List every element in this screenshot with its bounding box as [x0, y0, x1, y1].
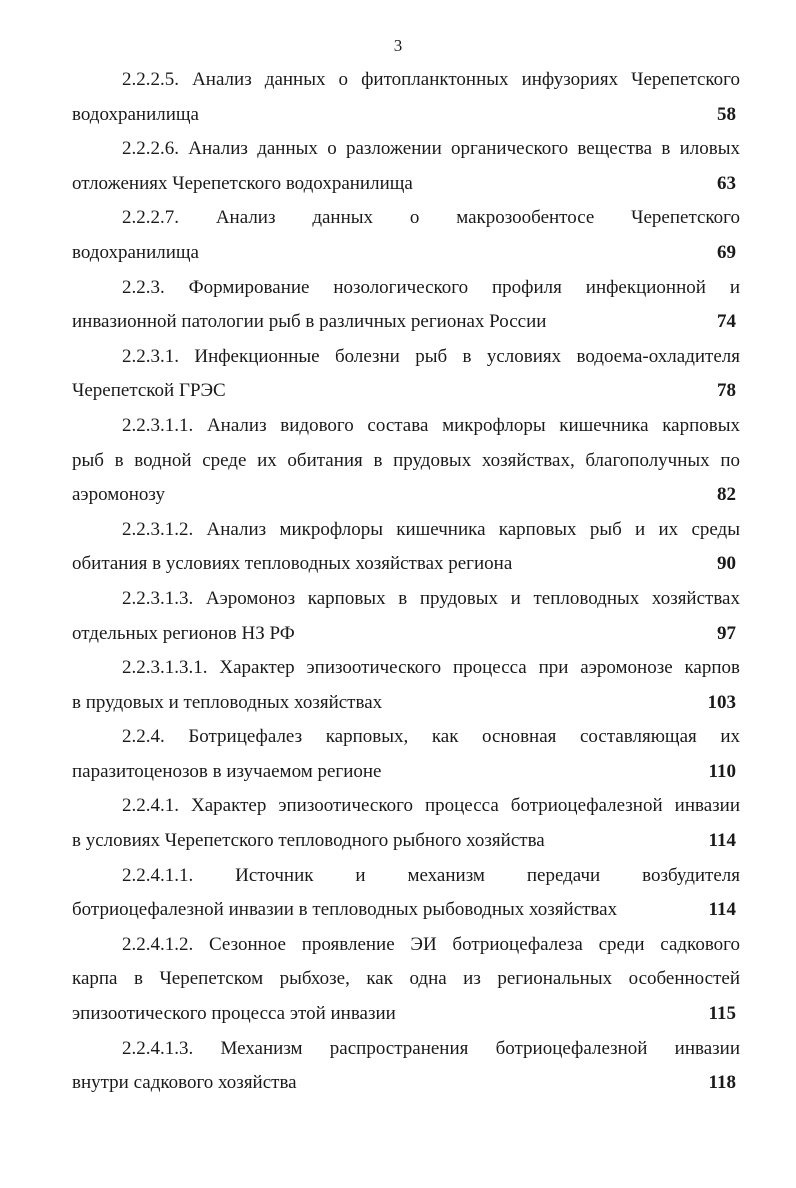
toc-entry	[72, 1032, 740, 1101]
toc-entry-last-line	[72, 755, 740, 790]
toc-entry	[72, 651, 740, 720]
toc-entry-last-line	[72, 617, 740, 652]
toc-entry-last-line	[72, 824, 740, 859]
toc-entry-title-line: рыб в водной среде их обитания в прудовых хозяйствах, благополучных по	[72, 449, 740, 471]
toc-entry-page-number: 103	[707, 691, 736, 713]
toc-entry-title-end: отложениях Черепетского водохранилища	[72, 172, 413, 194]
toc-entry-last-line	[72, 686, 740, 721]
toc-entry-title-line: 2.2.3.1. Инфекционные болезни рыб в условиях водоема-охладителя	[122, 345, 740, 367]
page-number: 3	[393, 36, 403, 55]
toc-entry-title-end: аэромонозу	[72, 484, 166, 506]
toc-entry	[72, 201, 740, 270]
toc-entry-title-end: эпизоотического процесса этой инвазии	[72, 1003, 396, 1025]
toc-entry-title-line: карпа в Черепетском рыбхозе, как одна из региональных особенностей	[72, 968, 740, 990]
toc-entry-title-line: 2.2.3.1.1. Анализ видового состава микрофлоры кишечника карповых	[122, 414, 740, 436]
toc-entry	[72, 513, 740, 582]
toc-entry-title-line: 2.2.3. Формирование нозологического профиля инфекционной и	[122, 276, 740, 298]
toc-entry-title-end: паразитоценозов в изучаемом регионе	[72, 760, 382, 782]
toc-entry-title-line: 2.2.4.1.3. Механизм распространения ботриоцефалезной инвазии	[122, 1037, 740, 1059]
toc-entry	[72, 132, 740, 201]
toc-entry-page-number: 115	[708, 1003, 736, 1025]
toc-entry-last-line	[72, 893, 740, 928]
toc-entry-title-end: Черепетской ГРЭС	[72, 380, 226, 402]
toc-entry-title-end: инвазионной патологии рыб в различных регионах России	[72, 311, 547, 333]
toc-entry	[72, 409, 740, 513]
toc-entry-last-line	[72, 98, 740, 133]
toc-entry-title-end: водохранилища	[72, 241, 199, 263]
toc-entry-page-number: 114	[708, 830, 736, 852]
toc-entry-title-line: 2.2.3.1.2. Анализ микрофлоры кишечника карповых рыб и их среды	[122, 518, 740, 540]
toc-entry-title-end: в условиях Черепетского тепловодного рыбного хозяйства	[72, 830, 545, 852]
toc-entry-page-number: 74	[717, 311, 736, 333]
toc-entry	[72, 928, 740, 1032]
toc-entry-title-end: отдельных регионов НЗ РФ	[72, 622, 295, 644]
toc-entry-title-end: в прудовых и тепловодных хозяйствах	[72, 691, 383, 713]
toc-entry-last-line	[72, 374, 740, 409]
toc-entry-title-line: 2.2.3.1.3. Аэромоноз карповых в прудовых и тепловодных хозяйствах	[122, 587, 740, 609]
toc-entry-title-end: обитания в условиях тепловодных хозяйствах региона	[72, 553, 513, 575]
toc-entry-last-line	[72, 547, 740, 582]
toc-entry-page-number: 97	[717, 622, 736, 644]
toc-entry-page-number: 114	[708, 899, 736, 921]
toc-entry	[72, 63, 740, 132]
toc-entry-last-line	[72, 997, 740, 1032]
toc-entry	[72, 720, 740, 789]
toc-entry-title-line: 2.2.2.7. Анализ данных о макрозообентосе Черепетского	[122, 207, 740, 229]
toc-entry	[72, 271, 740, 340]
toc-entry-title-line: 2.2.3.1.3.1. Характер эпизоотического процесса при аэромонозе карпов	[122, 657, 740, 679]
toc-entry-page-number: 82	[717, 484, 736, 506]
toc-entry-last-line	[72, 305, 740, 340]
toc-entry-title-line: 2.2.4.1.1. Источник и механизм передачи возбудителя	[122, 864, 740, 886]
toc-entry-last-line	[72, 478, 740, 513]
toc-entry-page-number: 78	[717, 380, 736, 402]
toc-entry-title-line: 2.2.4.1.2. Сезонное проявление ЭИ ботриоцефалеза среди садкового	[122, 933, 740, 955]
toc-entry-title-line: 2.2.2.5. Анализ данных о фитопланктонных инфузориях Черепетского	[122, 69, 740, 90]
toc-entry-title-line: 2.2.4.1. Характер эпизоотического процесса ботриоцефалезной инвазии	[122, 795, 740, 817]
toc-entry-title-end: водохранилища	[72, 103, 199, 125]
toc-entry-page-number: 69	[717, 241, 736, 263]
toc-entry-page-number: 63	[717, 172, 736, 194]
toc-entry	[72, 340, 740, 409]
toc-entry-page-number: 90	[717, 553, 736, 575]
toc-entry-title-line: 2.2.2.6. Анализ данных о разложении органического вещества в иловых	[122, 138, 740, 160]
toc-entry-last-line	[72, 1066, 740, 1101]
toc-entry-last-line	[72, 167, 740, 202]
table-of-contents	[72, 63, 740, 1101]
toc-entry-page-number: 118	[708, 1072, 736, 1094]
toc-entry-last-line	[72, 236, 740, 271]
toc-entry-page-number: 58	[717, 103, 736, 125]
toc-entry-title-end: ботриоцефалезной инвазии в тепловодных рыбоводных хозяйствах	[72, 899, 618, 921]
toc-entry-title-line: 2.2.4. Ботрицефалез карповых, как основная составляющая их	[122, 726, 740, 748]
toc-entry	[72, 582, 740, 651]
toc-entry-page-number: 110	[708, 760, 736, 782]
toc-entry	[72, 789, 740, 858]
toc-entry	[72, 859, 740, 928]
toc-entry-title-end: внутри садкового хозяйства	[72, 1072, 297, 1094]
